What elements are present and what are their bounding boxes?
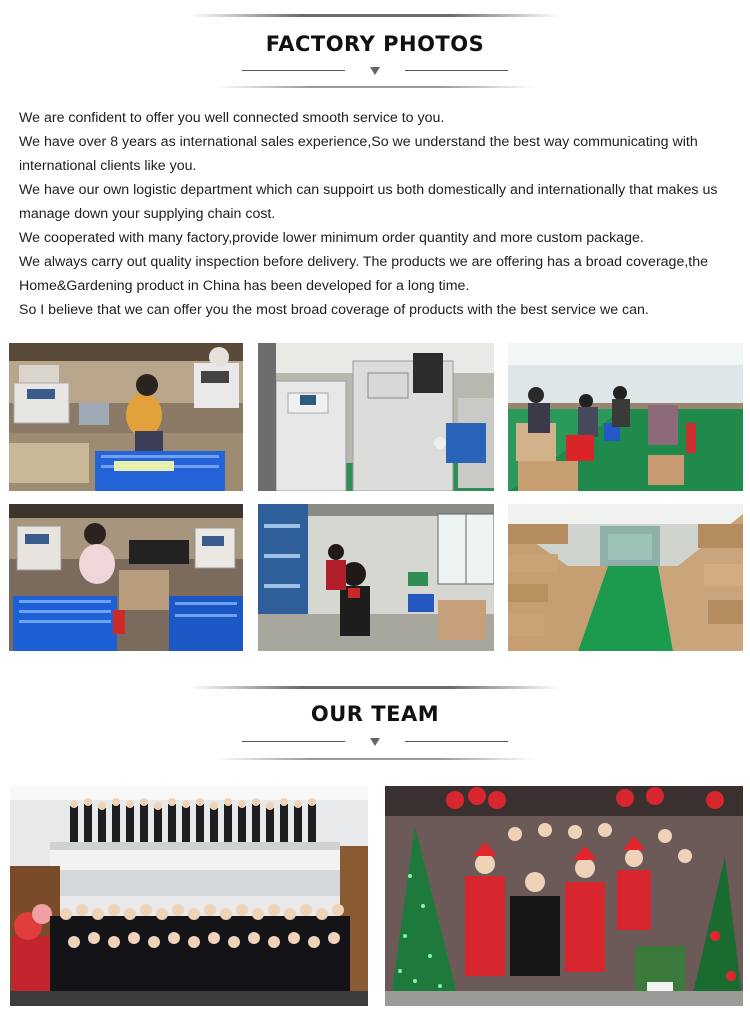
intro-line: So I believe that we can offer you the most broad coverage of products with the best service we can. [19,302,649,318]
header-left-rule [242,70,345,71]
intro-line: Home&Gardening product in China has been developed for a long time. [19,278,470,294]
header-right-rule [405,70,508,71]
factory-photo-machines [258,343,494,491]
our-team-header [0,686,750,766]
factory-photos-title: FACTORY PHOTOS [265,32,485,56]
factory-photo-assembly-line [508,343,743,491]
intro-line: We cooperated with many factory,provide lower minimum order quantity and more custom package. [19,230,644,246]
factory-photo-workshop [9,504,243,651]
our-team-title: OUR TEAM [310,702,440,726]
intro-line: We are confident to offer you well connected smooth service to you. [19,110,445,126]
header-left-rule [242,741,345,742]
header-bottom-divider [215,86,535,88]
triangle-down-icon [370,67,380,75]
header-top-divider [190,14,560,17]
intro-line: manage down your supplying chain cost. [19,206,276,222]
team-photo-office-group [10,786,368,1006]
header-top-divider [190,686,560,689]
team-photo-christmas-party [385,786,743,1006]
intro-line: We have over 8 years as international sales experience,So we understand the best way communicating with [19,134,698,150]
factory-photo-packing-station [9,343,243,491]
factory-photo-warehouse [508,504,743,651]
intro-text [19,106,750,322]
intro-line: We have our own logistic department which can suppoirt us both domestically and internationally that makes us [19,182,718,198]
intro-line: We always carry out quality inspection before delivery. The products we are offering has a broad coverage,the [19,254,708,270]
intro-line: international clients like you. [19,158,197,174]
header-bottom-divider [215,758,535,760]
triangle-down-icon [370,738,380,746]
header-right-rule [405,741,508,742]
factory-photo-packing-room [258,504,494,651]
factory-photos-header [0,14,750,94]
